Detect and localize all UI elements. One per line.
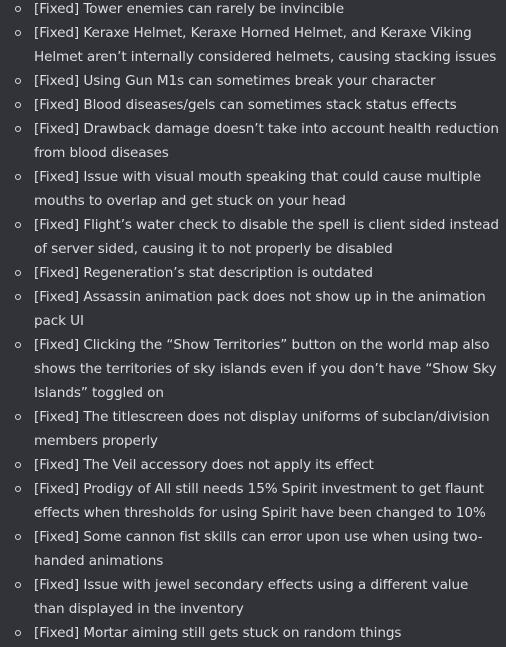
- list-item: [0, 573, 506, 621]
- list-item-text: [Fixed] Keraxe Helmet, Keraxe Horned Helmet, and Keraxe Viking Helmet aren’t internally considered helmets, causing stacking issues: [34, 25, 497, 65]
- bullet-icon: [15, 102, 21, 108]
- list-item: [0, 117, 506, 165]
- list-item-text: [Fixed] Blood diseases/gels can sometimes stack status effects: [34, 97, 457, 113]
- list-item-text: [Fixed] Assassin animation pack does not show up in the animation pack UI: [34, 289, 486, 329]
- list-item: [0, 525, 506, 573]
- list-item-text: [Fixed] Some cannon fist skills can error upon use when using two-handed animations: [34, 529, 483, 569]
- bullet-icon: [15, 462, 21, 468]
- bullet-icon: [15, 270, 21, 276]
- bullet-icon: [15, 6, 21, 12]
- list-item-text: [Fixed] Mortar aiming still gets stuck on random things: [34, 625, 402, 641]
- list-item-text: [Fixed] Issue with visual mouth speaking that could cause multiple mouths to overlap and get stuck on your head: [34, 169, 481, 209]
- list-item-text: [Fixed] Regeneration’s stat description is outdated: [34, 265, 373, 281]
- list-item-text: [Fixed] Tower enemies can rarely be invincible: [34, 1, 344, 17]
- list-item: [0, 261, 506, 285]
- bullet-icon: [15, 222, 21, 228]
- list-item: [0, 21, 506, 69]
- list-item: [0, 213, 506, 261]
- list-item-text: [Fixed] Flight’s water check to disable the spell is client sided instead of server sided, causing it to not properly be disabled: [34, 217, 499, 257]
- bullet-icon: [15, 294, 21, 300]
- list-item: [0, 285, 506, 333]
- bullet-icon: [15, 78, 21, 84]
- list-item-text: [Fixed] The titlescreen does not display uniforms of subclan/division members properly: [34, 409, 490, 449]
- list-item-text: [Fixed] Prodigy of All still needs 15% Spirit investment to get flaunt effects when thresholds for using Spirit have been changed to 10%: [34, 481, 486, 521]
- list-item: [0, 93, 506, 117]
- list-item: [0, 453, 506, 477]
- bullet-icon: [15, 414, 21, 420]
- list-item: [0, 621, 506, 645]
- list-item: [0, 69, 506, 93]
- list-item-text: [Fixed] Using Gun M1s can sometimes break your character: [34, 73, 436, 89]
- list-item: [0, 0, 506, 21]
- list-item-text: [Fixed] Clicking the “Show Territories” button on the world map also shows the territories of sky islands even if you don’t have “Show Sky Islands” toggled on: [34, 337, 497, 401]
- list-item: [0, 405, 506, 453]
- list-item: [0, 333, 506, 405]
- bullet-icon: [15, 582, 21, 588]
- bullet-icon: [15, 630, 21, 636]
- bullet-icon: [15, 30, 21, 36]
- bullet-icon: [15, 174, 21, 180]
- list-item-text: [Fixed] Drawback damage doesn’t take into account health reduction from blood diseases: [34, 121, 499, 161]
- list-item-text: [Fixed] The Veil accessory does not apply its effect: [34, 457, 374, 473]
- bullet-icon: [15, 486, 21, 492]
- list-item-text: [Fixed] Issue with jewel secondary effects using a different value than displayed in the inventory: [34, 577, 469, 617]
- bullet-icon: [15, 126, 21, 132]
- bullet-icon: [15, 342, 21, 348]
- list-item: [0, 477, 506, 525]
- bullet-icon: [15, 534, 21, 540]
- list-item: [0, 165, 506, 213]
